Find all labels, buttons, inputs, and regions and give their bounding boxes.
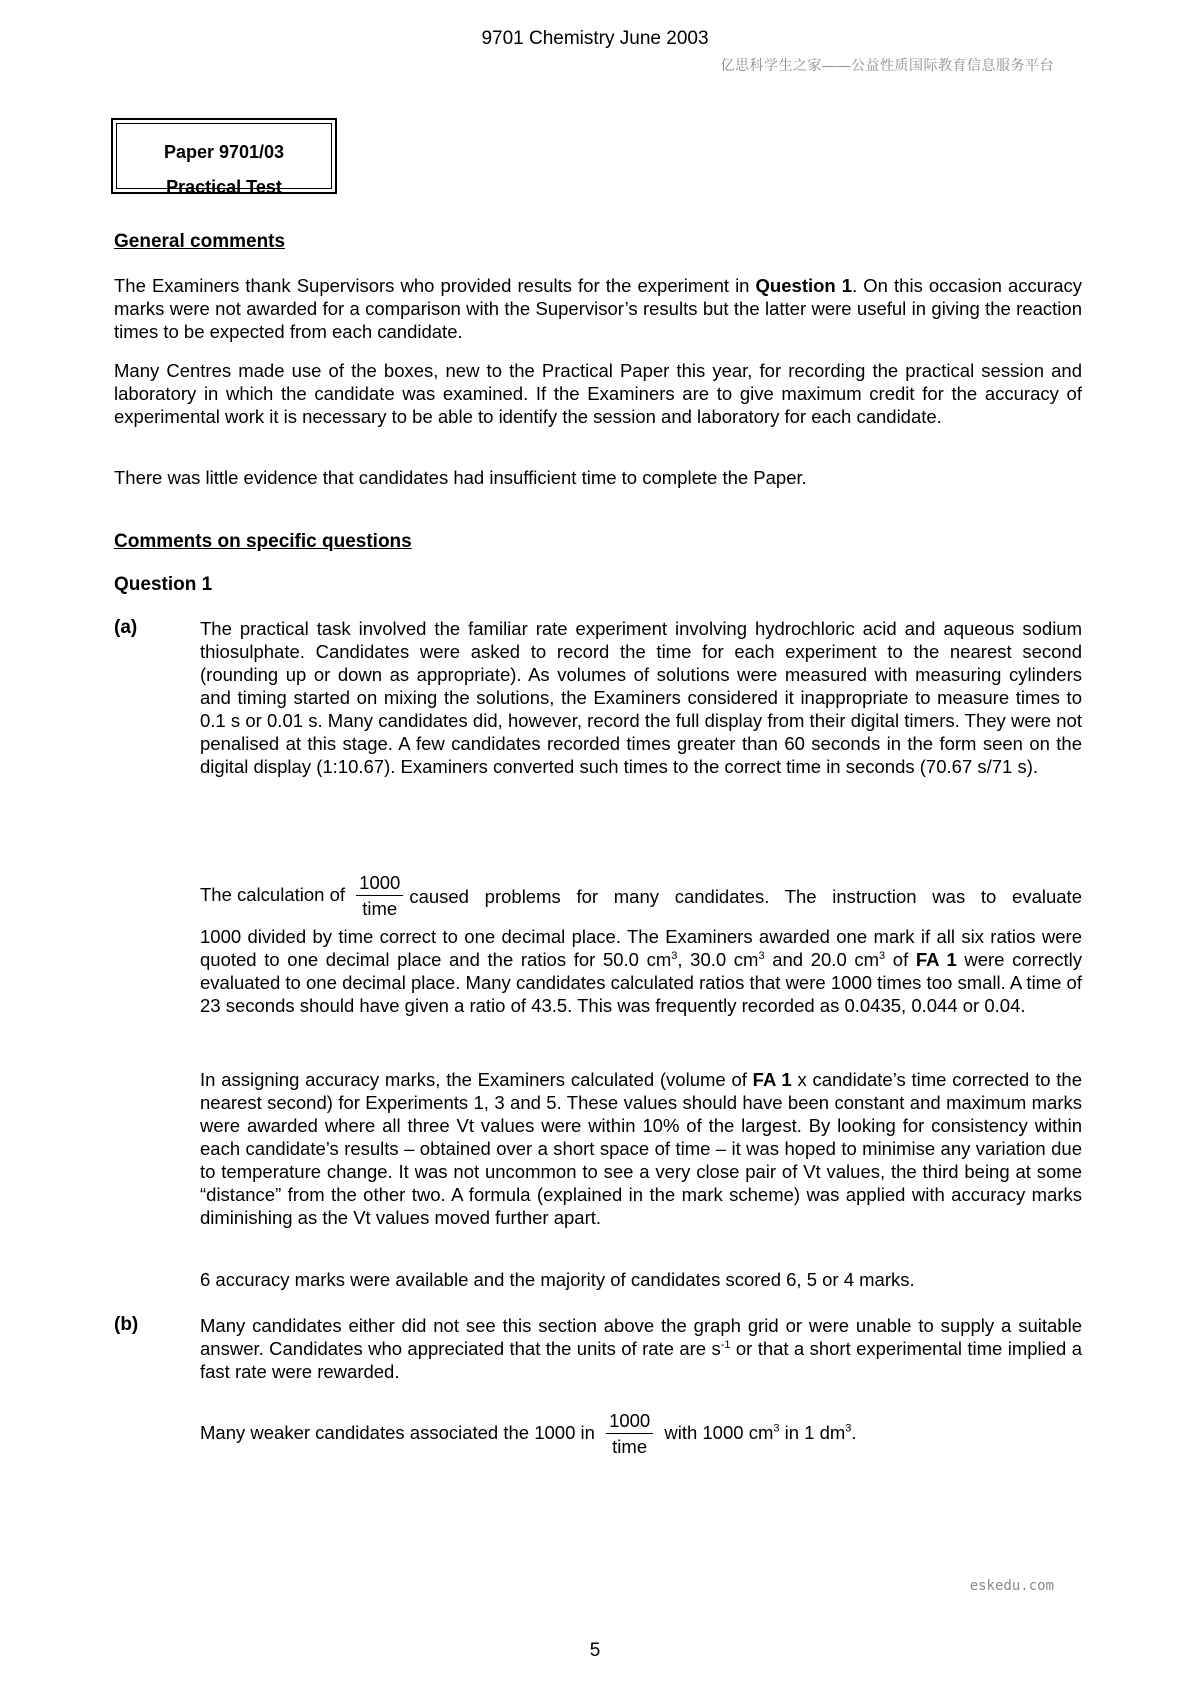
general-comments-heading: General comments (114, 231, 286, 252)
part-a-paragraph-3: In assigning accuracy marks, the Examiners calculated (volume of FA 1 x candidate’s time corrected to the nearest second) for Experiments 1, 3 and 5. These values should have been constant and maximum marks were awarded where all three Vt values were within 10% of the largest. By looking for consistency within each candidate’s results – obtained over a short space of time – it was hoped to minimise any variation due to temperature change. It was not uncommon to see a very close pair of Vt values, the third being at some “distance” from the other two. A formula (explained in the mark scheme) was applied with accuracy marks diminishing as the Vt values moved further apart. (200, 1069, 1083, 1228)
part-a-label: (a) (114, 617, 138, 638)
paper-title-box (111, 118, 337, 197)
part-b-label: (b) (114, 1314, 139, 1335)
fraction-1000-over-time: $\frac{1000}{\text{time}}$ (356, 872, 403, 920)
general-paragraph-3: There was little evidence that candidates had insufficient time to complete the Paper. (114, 467, 807, 488)
fraction-line: The calculation of $\frac{1000}{\text{time}}$ caused problems for many candidates. The instruction was to evaluate (200, 872, 1082, 919)
paper-title-box-inner (116, 123, 332, 197)
fraction-1000-over-time-2: $\frac{1000}{\text{time}}$ (606, 1410, 653, 1458)
part-a-paragraph-2: The calculation of $\frac{1000}{\text{time}}$ caused problems for many candidates. The instruction was to evaluate 1000 divided by time correct to one decimal place. The Examiners awarded one mark if all six ratios were quoted to one decimal place and the ratios for 50.0 $cm^3$, 30.0 $cm^3$ and 20.0 $cm^3$ of FA 1 were correctly evaluated to one decimal place. Many candidates calculated ratios that were 1000 times too small. A time of 23 seconds should have given a ratio of 43.5. This was frequently recorded as 0.0435, 0.044 or 0.04. (200, 872, 1082, 1016)
specific-comments-heading: Comments on specific questions (114, 531, 412, 552)
part-a-paragraph-4: 6 accuracy marks were available and the majority of candidates scored 6, 5 or 4 marks. (200, 1269, 915, 1290)
paper-name: Practical Test (166, 177, 282, 197)
general-paragraph-2: Many Centres made use of the boxes, new to the Practical Paper this year, for recording the practical session and laboratory in which the candidate was examined. If the Examiners are to give maximum credit for the accuracy of experimental work it is necessary to be able to identify the session and laboratory for each candidate. (114, 360, 1082, 427)
part-b-paragraph-2: Many weaker candidates associated the 1000 in $\frac{1000}{\text{time}}$ with 1000 $cm^3$ in 1 $dm^3$. (200, 1410, 857, 1457)
footer-site-watermark: eskedu.com (969, 1578, 1054, 1594)
question-1-heading: Question 1 (114, 574, 213, 595)
general-paragraph-1: The Examiners thank Supervisors who provided results for the experiment in Question 1. On this occasion accuracy marks were not awarded for a comparison with the Supervisor’s results but the latter were useful in giving the reaction times to be expected from each candidate. (114, 275, 1082, 342)
paper-code: Paper 9701/03 (163, 142, 285, 162)
page-number: 5 (589, 1640, 601, 1661)
part-b-paragraph-1: Many candidates either did not see this section above the graph grid or were unable to supply a suitable answer. Candidates who appreciated that the units of rate are $s^{-1}$ or that a short experimental time implied a fast rate were rewarded. (200, 1315, 1082, 1382)
header-watermark: 亿思科学生之家——公益性质国际教育信息服务平台 (720, 57, 1054, 73)
page-header-title: 9701 Chemistry June 2003 (481, 28, 709, 49)
part-a-paragraph-1: The practical task involved the familiar rate experiment involving hydrochloric acid and aqueous sodium thiosulphate. Candidates were asked to record the time for each experiment to the nearest second (rounding up or down as appropriate). As volumes of solutions were measured with measuring cylinders and timing started on mixing the solutions, the Examiners considered it inappropriate to measure times to 0.1 s or 0.01 s. Many candidates did, however, record the full display from their digital timers. They were not penalised at this stage. A few candidates recorded times greater than 60 seconds in the form seen on the digital display (1:10.67). Examiners converted such times to the correct time in seconds (70.67 s/71 s). (200, 618, 1082, 777)
